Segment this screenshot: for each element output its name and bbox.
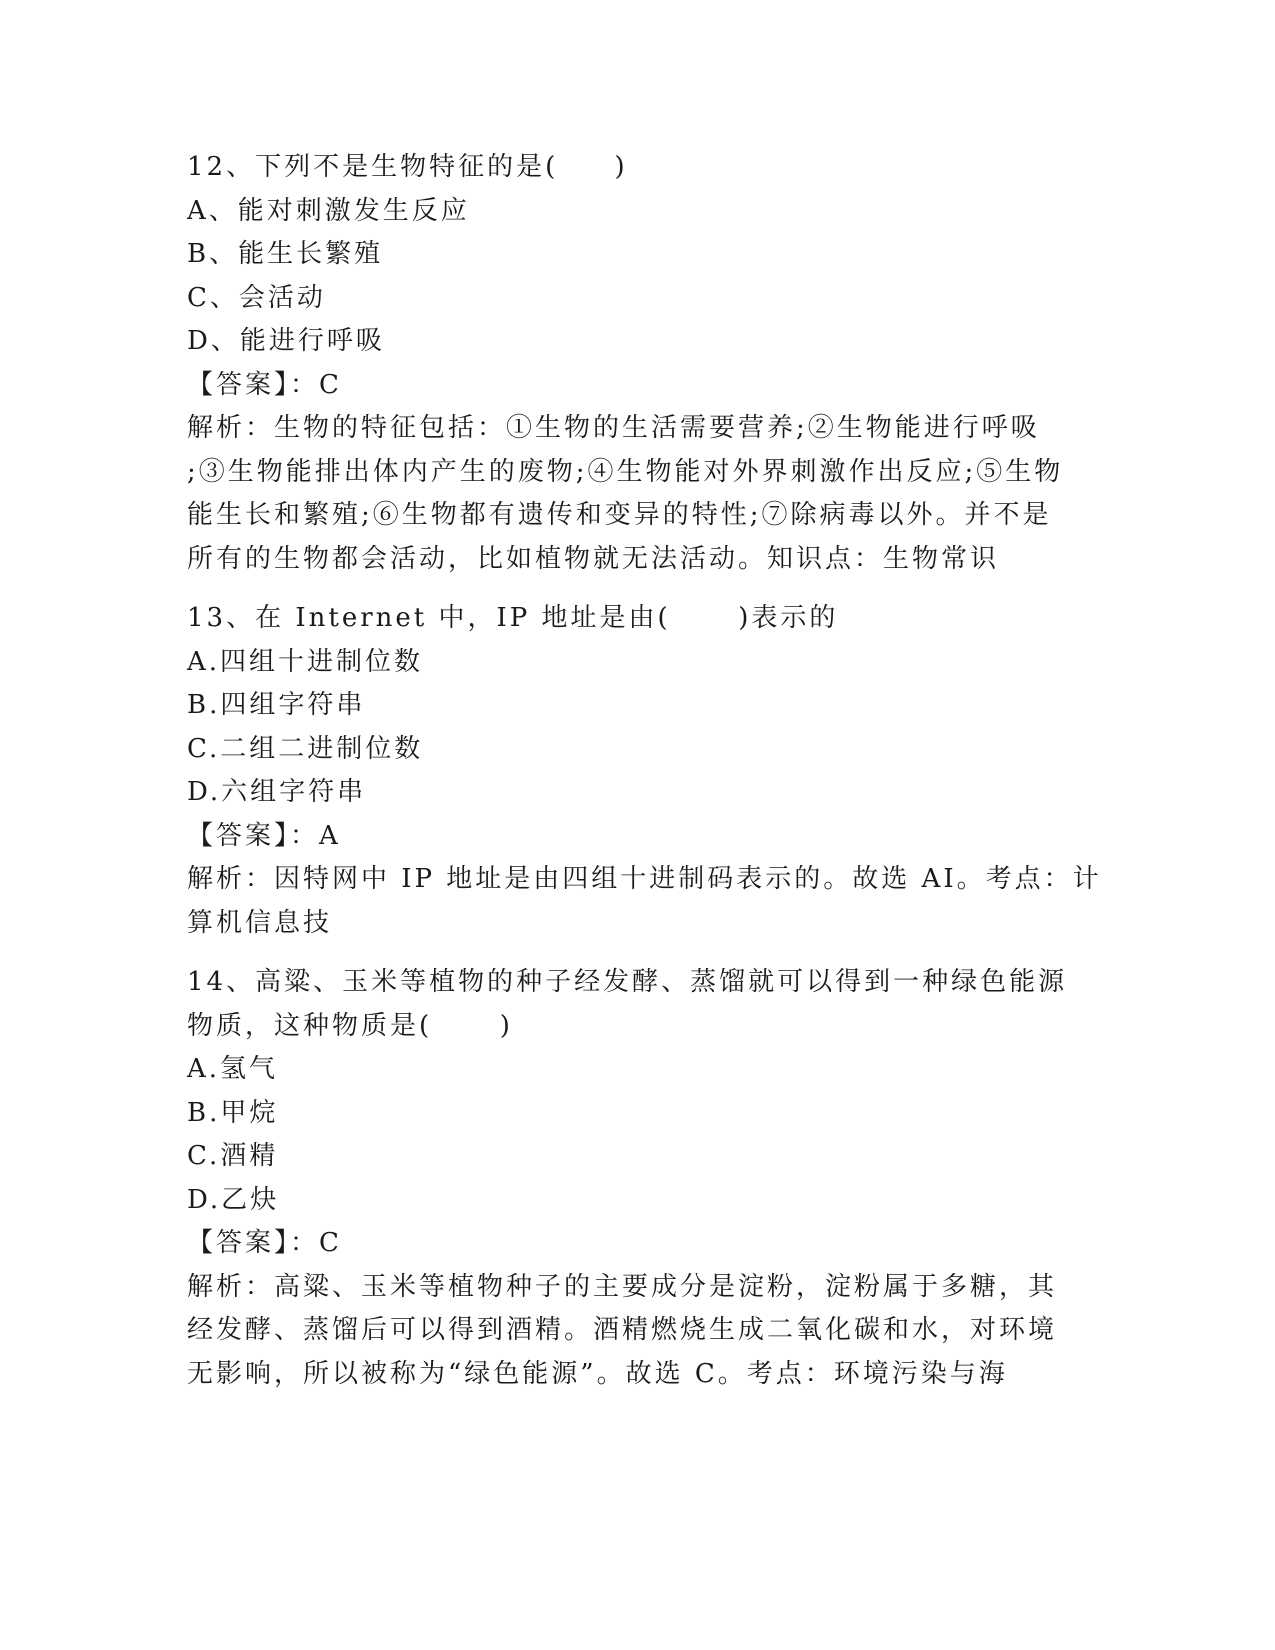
analysis-line: 解析：生物的特征包括：①生物的生活需要营养;②生物能进行呼吸 — [187, 413, 1040, 443]
question-stem: 13、在 Internet 中，IP 地址是由( )表示的 — [187, 603, 839, 633]
question-stem: 物质，这种物质是( ) — [187, 1010, 513, 1041]
question-stem: 14、高粱、玉米等植物的种子经发酵、蒸馏就可以得到一种绿色能源 — [187, 967, 1068, 997]
analysis-line: 算机信息技 — [187, 907, 333, 938]
option-c: C.酒精 — [187, 1141, 279, 1171]
question-13 — [187, 597, 1102, 945]
analysis-line: 解析：因特网中 IP 地址是由四组十进制码表示的。故选 AI。考点：计 — [187, 864, 1102, 894]
analysis-line: 解析：高粱、玉米等植物种子的主要成分是淀粉，淀粉属于多糖，其 — [187, 1271, 1058, 1302]
answer: 【答案】：C — [187, 1228, 342, 1258]
option-c: C、会活动 — [187, 282, 326, 313]
option-d: D.六组字符串 — [187, 777, 367, 807]
answer: 【答案】：C — [187, 369, 342, 400]
option-c: C.二组二进制位数 — [187, 733, 424, 764]
analysis-line: ;③生物能排出体内产生的废物;④生物能对外界刺激作出反应;⑤生物 — [187, 456, 1064, 487]
analysis-line: 所有的生物都会活动，比如植物就无法活动。知识点：生物常识 — [187, 543, 1000, 574]
option-a: A.氢气 — [187, 1054, 279, 1084]
question-12 — [187, 146, 1087, 581]
analysis-line: 经发酵、蒸馏后可以得到酒精。酒精燃烧生成二氧化碳和水，对环境 — [187, 1315, 1058, 1345]
option-b: B.甲烷 — [187, 1097, 279, 1128]
answer: 【答案】：A — [187, 820, 341, 851]
option-d: D.乙炔 — [187, 1184, 280, 1215]
option-d: D、能进行呼吸 — [187, 326, 385, 356]
option-a: A、能对刺激发生反应 — [187, 195, 470, 226]
option-b: B、能生长繁殖 — [187, 239, 384, 269]
question-stem: 12、下列不是生物特征的是( ) — [187, 152, 628, 182]
option-a: A.四组十进制位数 — [187, 646, 424, 677]
option-b: B.四组字符串 — [187, 690, 366, 720]
analysis-line: 无影响，所以被称为“绿色能源”。故选 C。考点：环境污染与海 — [187, 1358, 1008, 1389]
analysis-line: 能生长和繁殖;⑥生物都有遗传和变异的特性;⑦除病毒以外。并不是 — [187, 500, 1052, 530]
document-page — [187, 146, 1102, 1396]
question-14 — [187, 961, 1087, 1396]
